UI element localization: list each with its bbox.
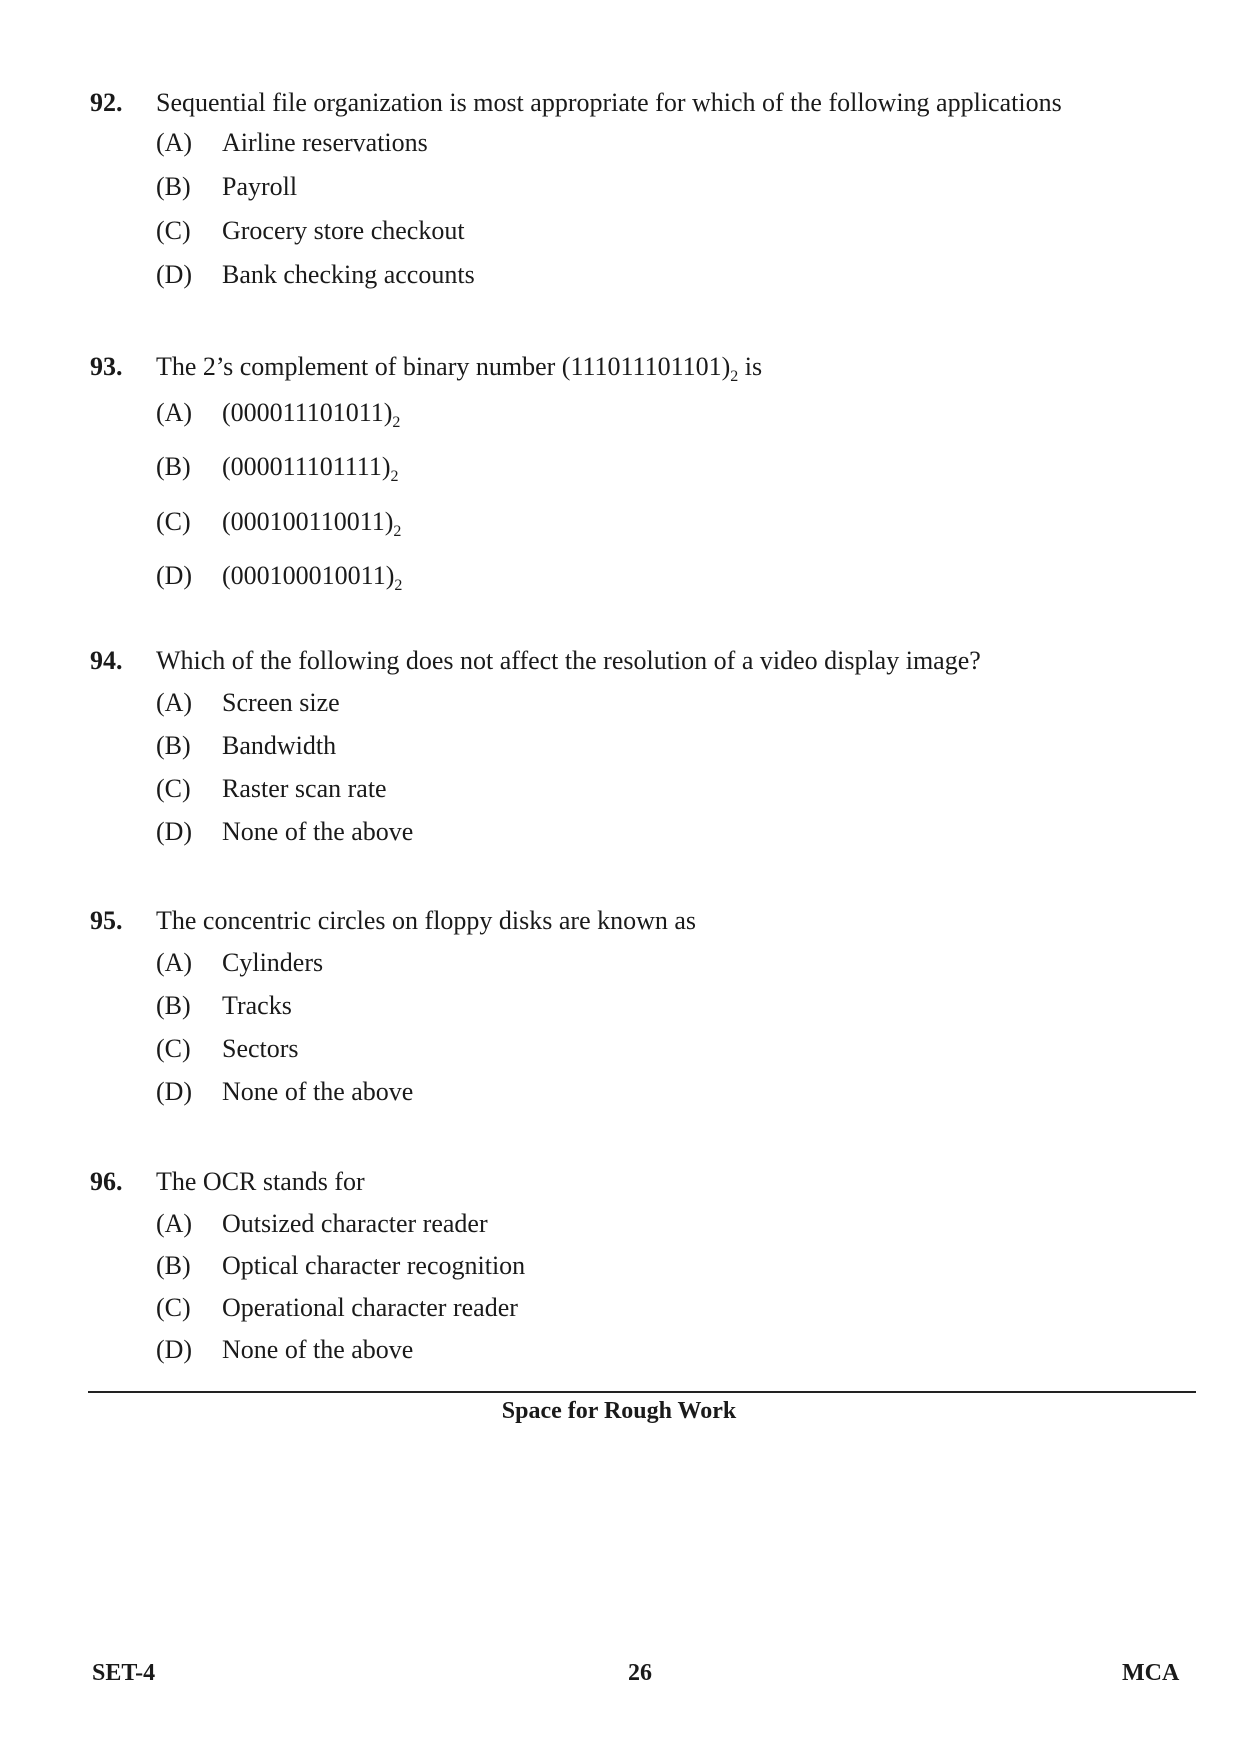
option-label: (A): [156, 128, 193, 157]
option-text: Bank checking accounts: [222, 260, 475, 289]
option-d: [156, 1335, 1170, 1365]
option-b: [156, 991, 1170, 1021]
option-d: [156, 1077, 1170, 1107]
options-list: [156, 398, 1170, 595]
option-a: [156, 948, 1170, 978]
option-text: None of the above: [222, 817, 414, 846]
rough-work-heading: Space for Rough Work: [501, 1398, 737, 1424]
question-96: [90, 1167, 1170, 1365]
option-label: (C): [156, 506, 191, 536]
option-b: [156, 731, 1170, 761]
option-text: Outsized character reader: [222, 1209, 488, 1238]
page-number: 26: [628, 1660, 652, 1686]
option-text: None of the above: [222, 1335, 414, 1364]
question-text: The concentric circles on floppy disks are known as: [156, 906, 697, 935]
question-number: 96.: [90, 1167, 123, 1196]
option-c: [156, 774, 1170, 804]
option-text: [222, 452, 399, 486]
options-list: [156, 948, 1170, 1107]
question-92: [90, 88, 1170, 290]
base-subscript: 2: [394, 576, 403, 594]
option-label: (B): [156, 991, 191, 1020]
option-label: (A): [156, 398, 193, 428]
option-text: Cylinders: [222, 948, 324, 977]
question-number: 95.: [90, 906, 123, 935]
binary-value: (000100110011): [222, 506, 394, 536]
option-a: [156, 128, 1170, 158]
question-text-main: The 2’s complement of binary number (111011101101): [156, 352, 731, 381]
binary-value: (000011101111): [222, 452, 391, 482]
options-list: [156, 128, 1170, 290]
option-a: [156, 688, 1170, 718]
option-a: [156, 1209, 1170, 1239]
option-label: (D): [156, 1077, 193, 1106]
option-d: [156, 260, 1170, 290]
option-c: [156, 1293, 1170, 1323]
option-c: [156, 216, 1170, 246]
question-number: 92.: [90, 88, 123, 117]
course-code: MCA: [1122, 1660, 1180, 1686]
set-code: SET-4: [92, 1660, 156, 1686]
base-subscript: 2: [392, 414, 401, 432]
question-text: Which of the following does not affect the resolution of a video display image?: [156, 646, 981, 675]
option-label: (A): [156, 948, 193, 977]
option-label: (C): [156, 1034, 191, 1063]
question-93: [90, 352, 1170, 595]
option-text: Sectors: [222, 1034, 299, 1063]
question-text: The OCR stands for: [156, 1167, 365, 1196]
base-subscript: 2: [390, 468, 399, 486]
option-text: [222, 398, 400, 432]
option-label: (D): [156, 1335, 193, 1364]
option-label: (C): [156, 1293, 191, 1322]
option-c: [156, 1034, 1170, 1064]
option-text: Raster scan rate: [222, 774, 387, 803]
option-label: (B): [156, 172, 191, 201]
option-text: [222, 507, 401, 541]
option-label: (D): [156, 260, 193, 289]
option-b: [156, 1251, 1170, 1281]
option-text: [222, 561, 402, 595]
options-list: [156, 1209, 1170, 1365]
option-label: (A): [156, 1209, 193, 1238]
option-label: (A): [156, 688, 193, 717]
option-text: Tracks: [222, 991, 292, 1020]
option-label: (C): [156, 216, 191, 245]
option-d: [156, 817, 1170, 847]
question-95: [90, 906, 1170, 1107]
option-text: Grocery store checkout: [222, 216, 465, 245]
divider: [88, 1391, 1196, 1393]
option-b: [156, 452, 1170, 486]
options-list: [156, 688, 1170, 847]
question-number: 93.: [90, 352, 123, 381]
option-label: (B): [156, 452, 191, 482]
option-d: [156, 561, 1170, 595]
question-text: [156, 352, 1170, 386]
binary-value: (000100010011): [222, 560, 395, 590]
option-label: (C): [156, 774, 191, 803]
option-text: Operational character reader: [222, 1293, 518, 1322]
binary-value: (000011101011): [222, 398, 393, 428]
question-text: Sequential file organization is most appropriate for which of the following applications: [156, 88, 1062, 117]
option-label: (D): [156, 817, 193, 846]
option-text: Optical character recognition: [222, 1251, 526, 1280]
option-c: [156, 507, 1170, 541]
option-text: None of the above: [222, 1077, 414, 1106]
base-subscript: 2: [730, 368, 739, 386]
option-text: Payroll: [222, 172, 298, 201]
question-number: 94.: [90, 646, 123, 675]
option-a: [156, 398, 1170, 432]
option-b: [156, 172, 1170, 202]
option-text: Screen size: [222, 688, 340, 717]
option-label: (B): [156, 1251, 191, 1280]
option-label: (B): [156, 731, 191, 760]
question-text-end: is: [738, 352, 763, 381]
option-text: Bandwidth: [222, 731, 337, 760]
question-94: [90, 646, 1170, 847]
option-text: Airline reservations: [222, 128, 428, 157]
option-label: (D): [156, 560, 193, 590]
base-subscript: 2: [393, 522, 402, 540]
